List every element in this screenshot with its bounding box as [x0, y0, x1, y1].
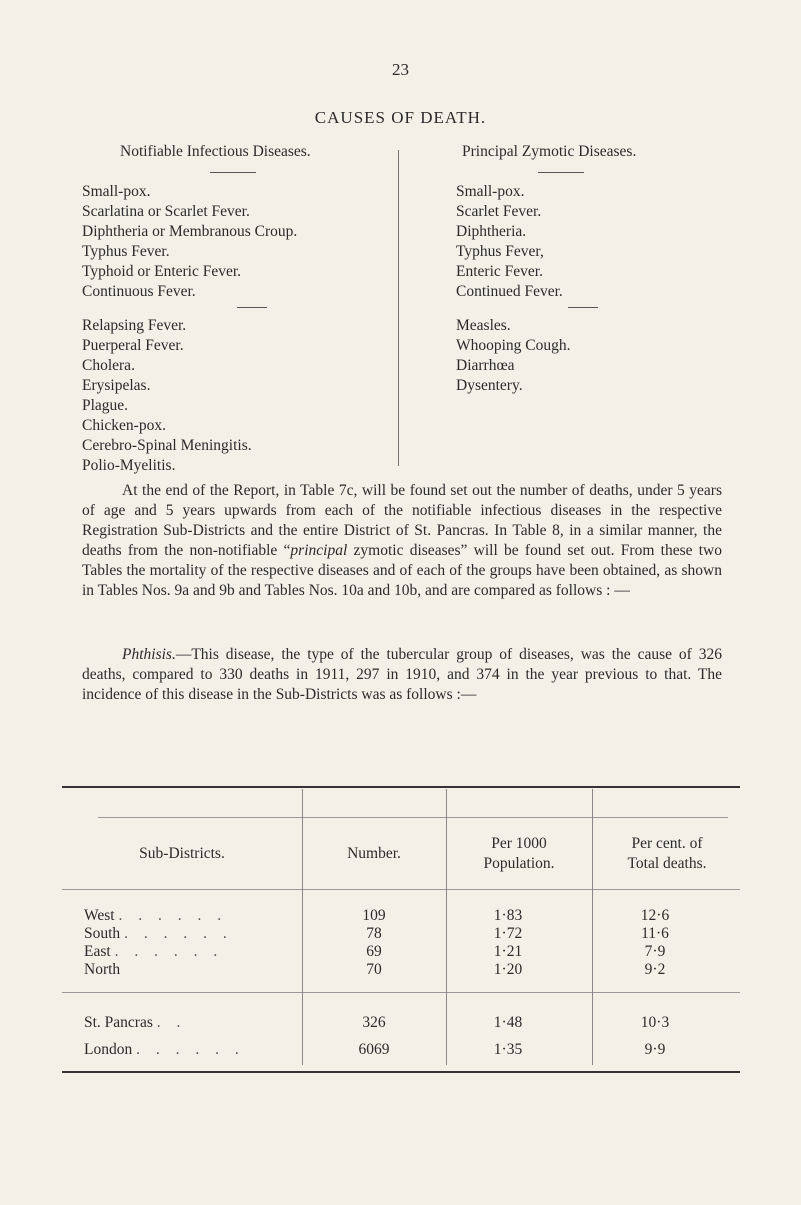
- leader-dots: . . . . . .: [136, 1041, 245, 1058]
- header-per-1000-line2: Population.: [483, 855, 555, 872]
- list-item: Chicken-pox.: [82, 417, 166, 434]
- per-cent-cell: 9·2: [644, 961, 666, 978]
- row-rule: [62, 889, 740, 890]
- list-item: Typhoid or Enteric Fever.: [82, 263, 242, 280]
- list-item: Scarlet Fever.: [456, 203, 542, 220]
- report-paragraph: [82, 481, 722, 601]
- header-per-cent-line2: Total deaths.: [627, 855, 707, 872]
- list-item: Measles.: [456, 317, 511, 334]
- list-item: Plague.: [82, 397, 129, 414]
- number-cell: 78: [366, 925, 382, 942]
- per-cent-cell: 11·6: [641, 925, 669, 942]
- header-per-cent: [594, 834, 740, 874]
- divider: [237, 307, 267, 308]
- table-row-label: [84, 960, 120, 980]
- list-item: Puerperal Fever.: [82, 337, 184, 354]
- column-rule: [302, 789, 303, 1065]
- leader-dots: . . . . . .: [114, 943, 224, 960]
- column-rule: [446, 789, 447, 1065]
- per-cent-cell: 9·9: [644, 1041, 666, 1058]
- per-cent-cell: 12·6: [640, 907, 670, 924]
- header-per-cent-line1: Per cent. of: [631, 835, 703, 852]
- london-row-label: [84, 1040, 245, 1060]
- list-item: Small-pox.: [82, 183, 151, 200]
- table-row-label: [84, 906, 227, 926]
- list-item: Relapsing Fever.: [82, 317, 187, 334]
- header-rule: [98, 817, 728, 818]
- row-rule: [62, 992, 740, 993]
- column-divider: [398, 150, 399, 466]
- per-cent-cell: 10·3: [640, 1014, 670, 1031]
- per-1000-cell: 1·35: [493, 1041, 523, 1058]
- leader-dots: . . . . . .: [118, 907, 228, 924]
- header-per-1000-line1: Per 1000: [491, 835, 547, 852]
- number-cell: 70: [366, 961, 382, 978]
- phthisis-paragraph: [82, 645, 722, 705]
- list-item: Diarrhœa: [456, 357, 515, 374]
- total-row-label: [84, 1013, 186, 1033]
- district-name: London: [84, 1041, 133, 1058]
- table-row-label: [84, 924, 233, 944]
- header-per-1000: [448, 834, 590, 874]
- zymotic-diseases-title: Principal Zymotic Diseases.: [462, 143, 637, 160]
- list-item: Diphtheria or Membranous Croup.: [82, 223, 298, 240]
- paragraph-text: zymotic diseases” will be found set out. From these two Tables the mortality of the respective diseases and of each of the groups have been obtained, as shown in Tables Nos. 9a and 9b and Tables Nos. 10a and 10b, and are compared as follows : —: [82, 542, 722, 599]
- paragraph-text: —This disease, the type of the tubercular group of diseases, was the cause of 326 deaths, compared to 330 deaths in 1911, 297 in 1910, and 374 in the year previous to that. The incidence of this disease in the Sub-Districts was as follows :—: [82, 646, 722, 703]
- district-name: North: [84, 961, 121, 978]
- list-item: Diphtheria.: [456, 223, 527, 240]
- list-item: Cerebro-Spinal Meningitis.: [82, 437, 252, 454]
- per-cent-cell: 7·9: [644, 943, 666, 960]
- divider: [538, 172, 584, 173]
- list-item: Scarlatina or Scarlet Fever.: [82, 203, 250, 220]
- table-rule-top: [62, 786, 740, 788]
- list-item: Continued Fever.: [456, 283, 563, 300]
- divider: [210, 172, 256, 173]
- list-item: Erysipelas.: [82, 377, 151, 394]
- district-name: St. Pancras: [84, 1014, 153, 1031]
- notifiable-diseases-title: Notifiable Infectious Diseases.: [120, 143, 311, 160]
- number-cell: 109: [362, 907, 386, 924]
- table-rule-bottom: [62, 1071, 740, 1073]
- list-item: Small-pox.: [456, 183, 525, 200]
- header-sub-districts: Sub-Districts.: [139, 845, 225, 862]
- per-1000-cell: 1·20: [493, 961, 523, 978]
- page-number: 23: [392, 60, 409, 79]
- paragraph-text: At the end of the Report, in Table 7c, will be found set out the number of deaths, under 5 years of age and 5 years upwards from each of the notifiable infectious diseases in the respective Registration Sub-Districts and the entire District of St. Pancras. In Table 8, in a similar manner, the deaths from the non-notifiable “: [82, 482, 722, 559]
- leader-dots: . .: [156, 1014, 187, 1031]
- list-item: Enteric Fever.: [456, 263, 543, 280]
- district-name: South: [84, 925, 121, 942]
- list-item: Typhus Fever,: [456, 243, 544, 260]
- list-item: Dysentery.: [456, 377, 523, 394]
- list-item: Typhus Fever.: [82, 243, 170, 260]
- page-heading: CAUSES OF DEATH.: [314, 108, 487, 127]
- number-cell: 6069: [358, 1041, 390, 1058]
- per-1000-cell: 1·21: [493, 943, 523, 960]
- table-row-label: [84, 942, 223, 962]
- district-name: East: [84, 943, 111, 960]
- phthisis-term: Phthisis.: [122, 646, 176, 663]
- notifiable-diseases-column: [82, 142, 382, 476]
- list-item: Polio-Myelitis.: [82, 457, 176, 474]
- zymotic-diseases-column: [456, 142, 756, 396]
- leader-dots: . . . . . .: [124, 925, 233, 942]
- per-1000-cell: 1·48: [493, 1014, 523, 1031]
- list-item: Cholera.: [82, 357, 135, 374]
- list-item: Whooping Cough.: [456, 337, 571, 354]
- list-item: Continuous Fever.: [82, 283, 196, 300]
- header-number: Number.: [347, 845, 401, 862]
- number-cell: 326: [362, 1014, 386, 1031]
- number-cell: 69: [366, 943, 382, 960]
- column-rule: [592, 789, 593, 1065]
- paragraph-italic: principal: [290, 542, 348, 559]
- per-1000-cell: 1·72: [493, 925, 523, 942]
- per-1000-cell: 1·83: [493, 907, 523, 924]
- district-name: West: [84, 907, 115, 924]
- divider: [568, 307, 598, 308]
